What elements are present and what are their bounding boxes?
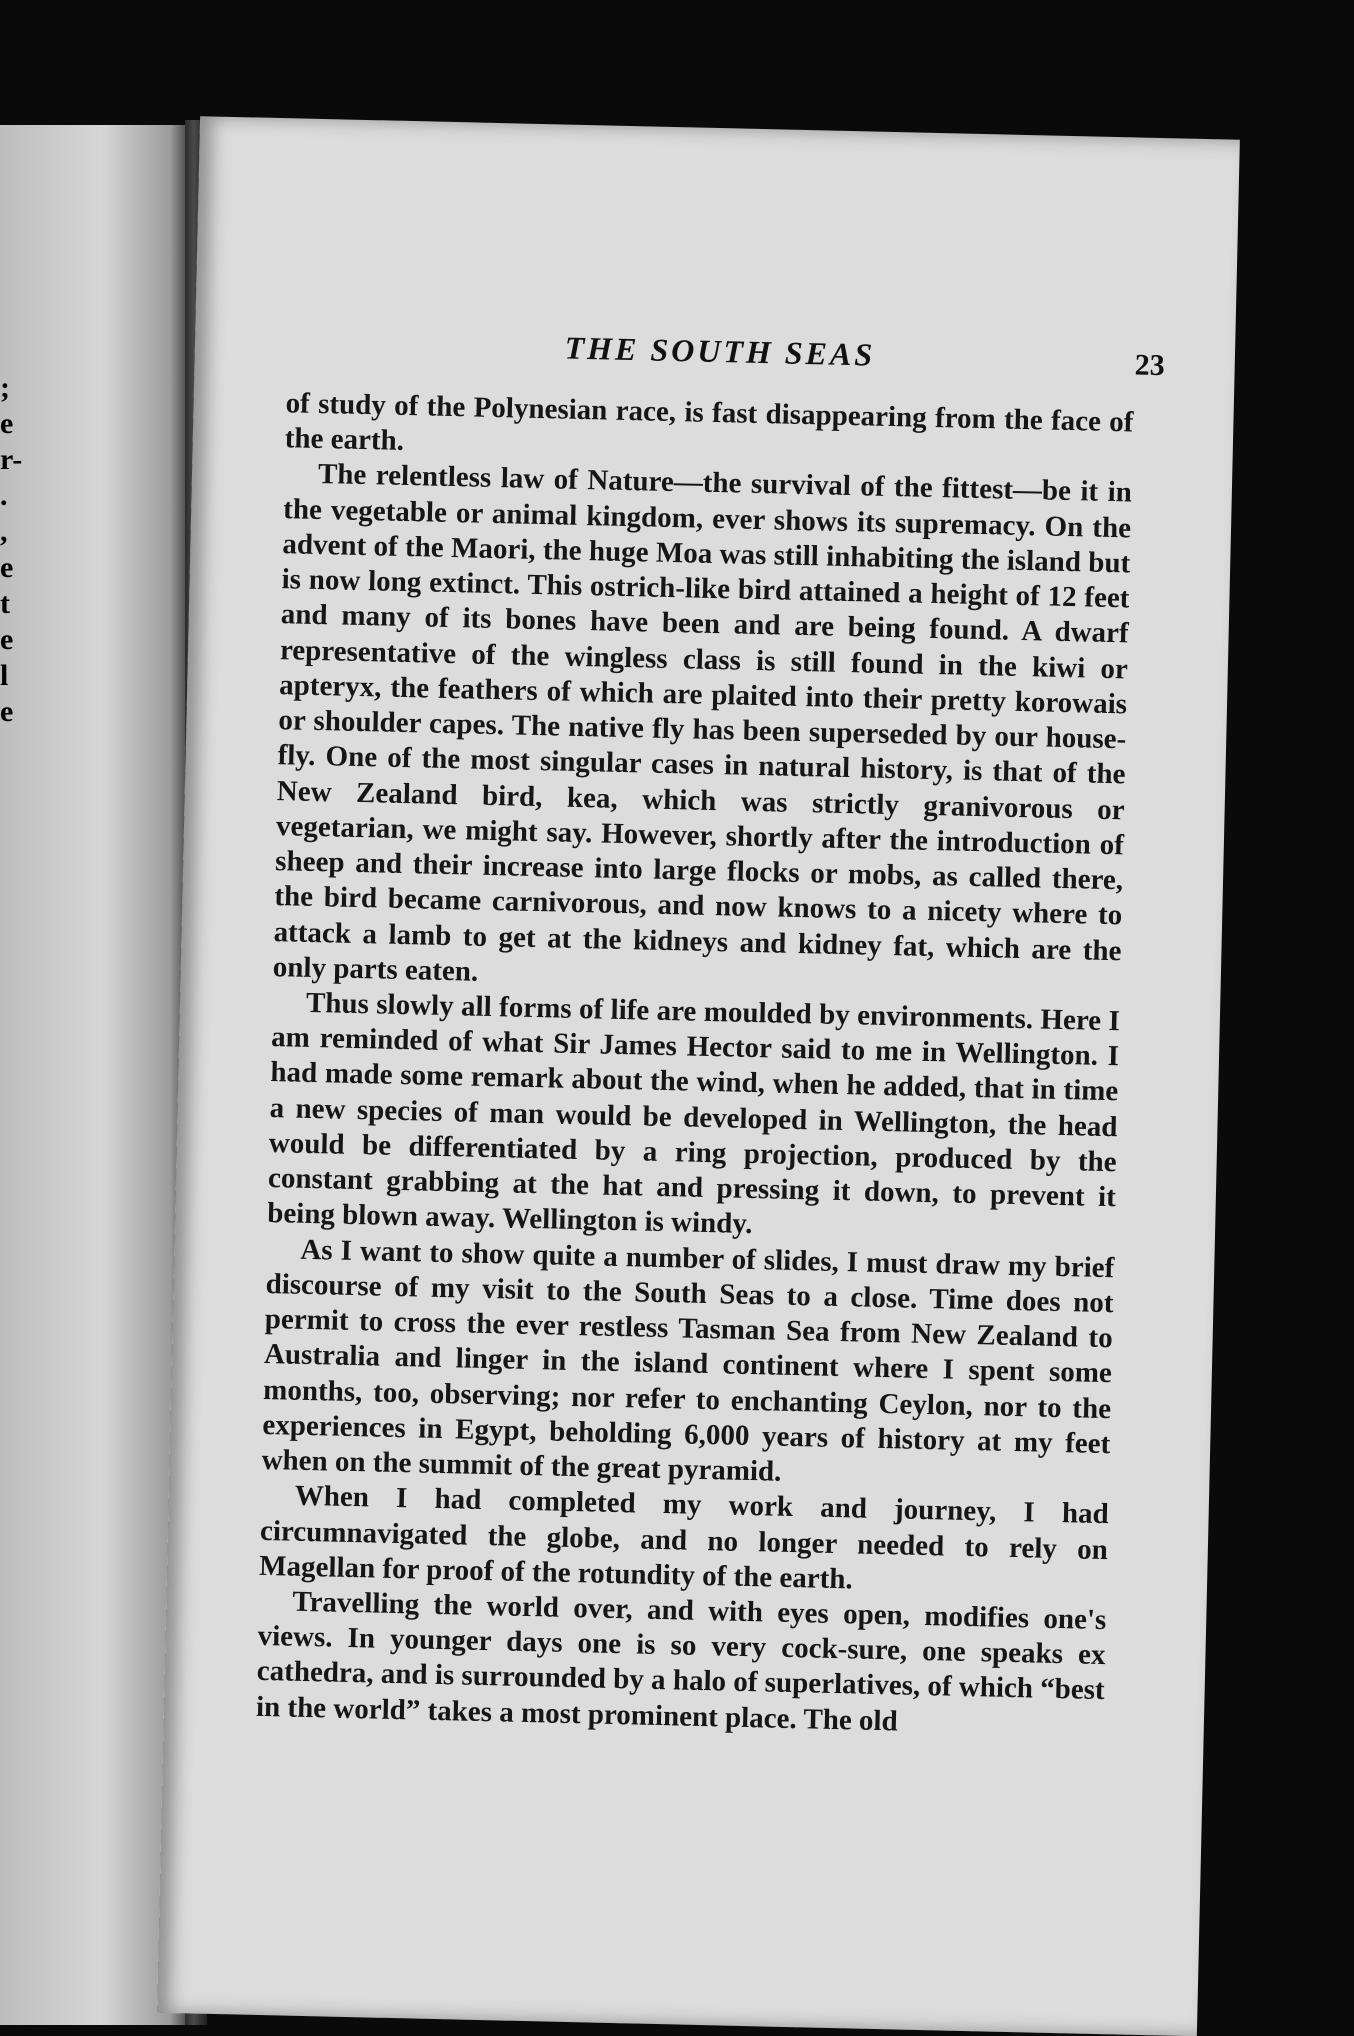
- body-text: [256, 386, 1134, 1744]
- margin-fragment: ;: [0, 371, 10, 404]
- running-head: [264, 323, 1175, 394]
- page-title: THE SOUTH SEAS: [564, 329, 876, 373]
- margin-fragment: e: [0, 695, 14, 728]
- paragraph: As I want to show quite a number of slides, I must draw my brief discourse of my visit to the South Seas to a close. Time does not permit to cross the ever restless Tasman Sea from New Zealand to Australia and linger in the island continent where I spent some months, too, observing; nor refer to enchanting Ceylon, nor to the experiences in Egypt, beholding 6,000 years of history at my feet when on the summit of the great pyramid.: [261, 1233, 1115, 1488]
- margin-fragment: l: [0, 659, 9, 692]
- paragraph: Travelling the world over, and with eyes open, modifies one's views. In younger days one is so very cock-sure, one speaks ex cathedra, and is surrounded by a halo of superlatives, of which “best in the world” takes a most prominent place. The old: [255, 1585, 1107, 1738]
- paragraph: Thus slowly all forms of life are moulded by environments. Here I am reminded of what Sir James Hector said to me in Wellington. I had made some remark about the wind, when he added, that in time a new species of man would be developed in Wellington, the head would be differentiated by a ring projection, produced by the constant grabbing at the hat and pressing it down, to prevent it being blown away. Wellington is windy.: [266, 986, 1121, 1241]
- margin-fragment: r-: [0, 443, 23, 476]
- paragraph: The relentless law of Nature—the survival of the fittest—be it in the vegetable or animal kingdom, ever shows its supremacy. On the advent of the Maori, the huge Moa was still inhabiting the island but is now long extinct. This ostrich-like bird attained a height of 12 feet and many of its bones have been and are being found. A dwarf representative of the wingless class is still found in the kiwi or apteryx, the feathers of which are plaited into their pretty korowais or shoulder capes. The native fly has been superseded by our house-fly. One of the most singular cases in natural history, is that of the New Zealand bird, kea, which was strictly granivorous or vegetarian, we might say. However, shortly after the introduction of sheep and their increase into large flocks or mobs, as called there, the bird became carnivorous, and now knows to a nicety where to attack a lamb to get at the kidneys and kidney fat, which are the only parts eaten.: [272, 458, 1133, 988]
- margin-fragment: e: [0, 407, 14, 440]
- paragraph: of study of the Polynesian race, is fast disappearing from the face of the earth.: [284, 387, 1134, 458]
- paragraph: When I had completed my work and journey, I had circumnavigated the globe, and no longer needed to rely on Magellan for proof of the rotundity of the earth.: [258, 1479, 1110, 1596]
- left-page-margin-fragments: [0, 370, 23, 730]
- margin-fragment: .: [0, 479, 8, 512]
- book-page: [157, 116, 1240, 2036]
- margin-fragment: e: [0, 551, 14, 584]
- left-facing-page: [0, 125, 185, 2025]
- margin-fragment: e: [0, 623, 14, 656]
- margin-fragment: t: [0, 587, 10, 620]
- page-number: 23: [1134, 348, 1166, 383]
- margin-fragment: ,: [0, 515, 8, 548]
